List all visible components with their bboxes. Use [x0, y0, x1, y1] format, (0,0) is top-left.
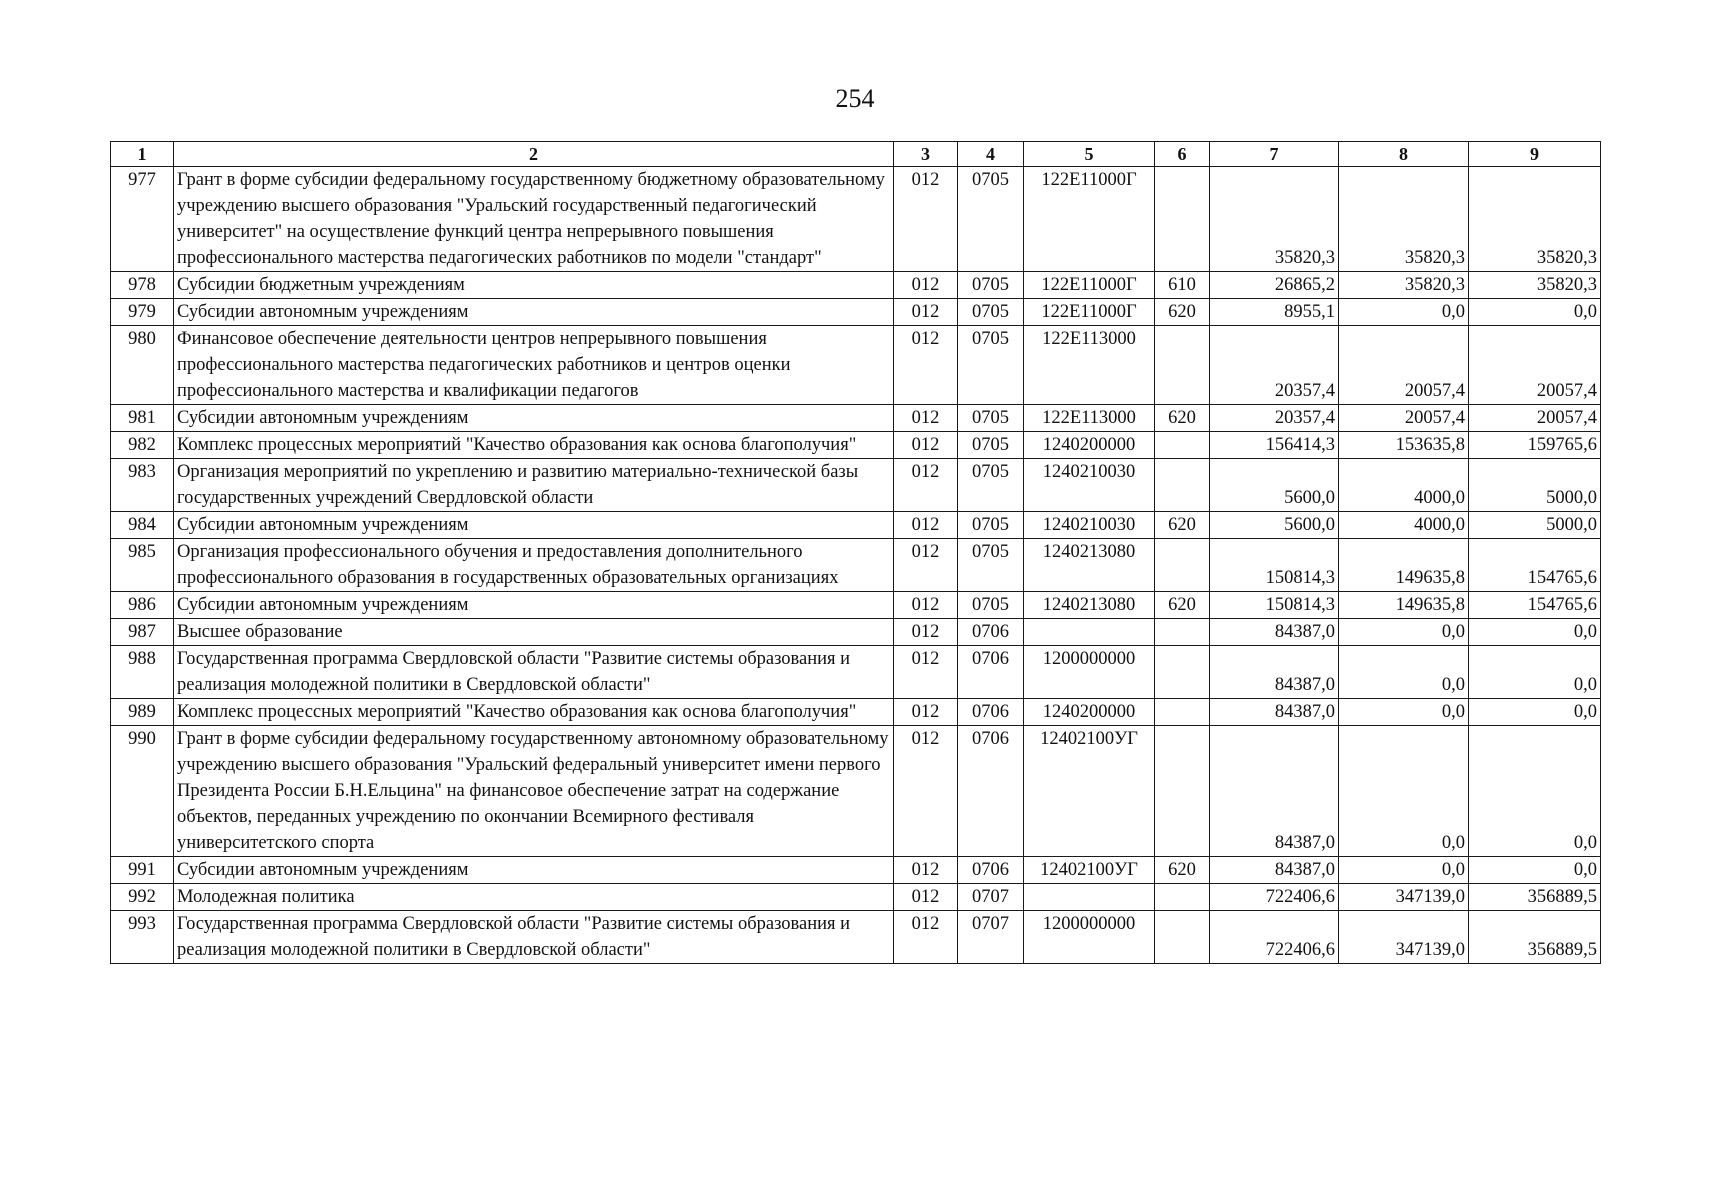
row-name: Организация мероприятий по укреплению и развитию материально-технической базы государственных учреждений Свердловской области — [174, 459, 894, 512]
target-article-code: 122Е11000Г — [1024, 272, 1155, 299]
section-code: 0705 — [958, 167, 1024, 272]
target-article-code — [1024, 884, 1155, 911]
row-number: 988 — [111, 646, 174, 699]
row-number: 979 — [111, 299, 174, 326]
ministry-code: 012 — [894, 884, 958, 911]
section-code: 0705 — [958, 299, 1024, 326]
ministry-code: 012 — [894, 726, 958, 857]
amount-col-8: 0,0 — [1339, 646, 1469, 699]
amount-col-9: 0,0 — [1469, 619, 1601, 646]
row-number: 991 — [111, 857, 174, 884]
target-article-code: 1200000000 — [1024, 911, 1155, 964]
ministry-code: 012 — [894, 619, 958, 646]
amount-col-9: 154765,6 — [1469, 539, 1601, 592]
expense-type-code — [1155, 646, 1210, 699]
row-number: 981 — [111, 405, 174, 432]
row-number: 982 — [111, 432, 174, 459]
row-number: 993 — [111, 911, 174, 964]
amount-col-7: 84387,0 — [1210, 857, 1339, 884]
amount-col-7: 5600,0 — [1210, 512, 1339, 539]
target-article-code — [1024, 619, 1155, 646]
expense-type-code — [1155, 539, 1210, 592]
row-name: Комплекс процессных мероприятий "Качество образования как основа благополучия" — [174, 432, 894, 459]
target-article-code: 1240210030 — [1024, 512, 1155, 539]
amount-col-9: 20057,4 — [1469, 326, 1601, 405]
amount-col-9: 35820,3 — [1469, 272, 1601, 299]
section-code: 0706 — [958, 857, 1024, 884]
ministry-code: 012 — [894, 539, 958, 592]
ministry-code: 012 — [894, 326, 958, 405]
amount-col-7: 150814,3 — [1210, 539, 1339, 592]
row-name: Грант в форме субсидии федеральному государственному бюджетному образовательному учреждению высшего образования "Уральский государственный педагогический университет" на осуществление функций центра непрерывного повышения профессионального мастерства педагогических работников по модели "стандарт" — [174, 167, 894, 272]
table-row — [111, 646, 1601, 699]
section-code: 0705 — [958, 539, 1024, 592]
expense-type-code — [1155, 432, 1210, 459]
table-row — [111, 272, 1601, 299]
ministry-code: 012 — [894, 699, 958, 726]
table-row — [111, 512, 1601, 539]
column-header: 7 — [1210, 142, 1339, 167]
amount-col-7: 84387,0 — [1210, 726, 1339, 857]
amount-col-8: 35820,3 — [1339, 167, 1469, 272]
expense-type-code — [1155, 619, 1210, 646]
amount-col-8: 20057,4 — [1339, 405, 1469, 432]
row-number: 978 — [111, 272, 174, 299]
target-article-code: 122Е11000Г — [1024, 167, 1155, 272]
amount-col-9: 0,0 — [1469, 857, 1601, 884]
ministry-code: 012 — [894, 299, 958, 326]
amount-col-7: 722406,6 — [1210, 884, 1339, 911]
table-row — [111, 405, 1601, 432]
table-row — [111, 539, 1601, 592]
ministry-code: 012 — [894, 512, 958, 539]
table-body — [111, 167, 1601, 964]
target-article-code: 1240200000 — [1024, 432, 1155, 459]
amount-col-9: 0,0 — [1469, 699, 1601, 726]
expense-type-code: 620 — [1155, 405, 1210, 432]
target-article-code: 122Е113000 — [1024, 405, 1155, 432]
target-article-code: 1240200000 — [1024, 699, 1155, 726]
row-name: Субсидии бюджетным учреждениям — [174, 272, 894, 299]
row-number: 986 — [111, 592, 174, 619]
section-code: 0706 — [958, 619, 1024, 646]
expense-type-code: 620 — [1155, 299, 1210, 326]
column-header: 4 — [958, 142, 1024, 167]
expense-type-code — [1155, 884, 1210, 911]
row-number: 984 — [111, 512, 174, 539]
amount-col-8: 4000,0 — [1339, 459, 1469, 512]
section-code: 0705 — [958, 512, 1024, 539]
column-header: 1 — [111, 142, 174, 167]
row-name: Финансовое обеспечение деятельности центров непрерывного повышения профессионального мастерства педагогических работников и центров оценки профессионального мастерства и квалификации педагогов — [174, 326, 894, 405]
row-number: 992 — [111, 884, 174, 911]
section-code: 0705 — [958, 459, 1024, 512]
ministry-code: 012 — [894, 911, 958, 964]
expense-type-code — [1155, 911, 1210, 964]
amount-col-7: 8955,1 — [1210, 299, 1339, 326]
row-name: Государственная программа Свердловской области "Развитие системы образования и реализация молодежной политики в Свердловской области" — [174, 646, 894, 699]
amount-col-8: 0,0 — [1339, 619, 1469, 646]
expense-type-code — [1155, 726, 1210, 857]
section-code: 0707 — [958, 884, 1024, 911]
amount-col-7: 722406,6 — [1210, 911, 1339, 964]
table-row — [111, 167, 1601, 272]
amount-col-8: 149635,8 — [1339, 592, 1469, 619]
row-name: Субсидии автономным учреждениям — [174, 299, 894, 326]
row-number: 977 — [111, 167, 174, 272]
amount-col-8: 347139,0 — [1339, 911, 1469, 964]
section-code: 0705 — [958, 405, 1024, 432]
target-article-code: 1200000000 — [1024, 646, 1155, 699]
table-row — [111, 299, 1601, 326]
table-row — [111, 326, 1601, 405]
column-header: 2 — [174, 142, 894, 167]
column-header: 9 — [1469, 142, 1601, 167]
amount-col-8: 4000,0 — [1339, 512, 1469, 539]
ministry-code: 012 — [894, 857, 958, 884]
table-row — [111, 726, 1601, 857]
row-name: Организация профессионального обучения и предоставления дополнительного профессионального образования в государственных образовательных организациях — [174, 539, 894, 592]
target-article-code: 122Е113000 — [1024, 326, 1155, 405]
amount-col-8: 0,0 — [1339, 699, 1469, 726]
amount-col-7: 26865,2 — [1210, 272, 1339, 299]
budget-table — [110, 141, 1601, 964]
target-article-code: 1240213080 — [1024, 592, 1155, 619]
section-code: 0705 — [958, 592, 1024, 619]
amount-col-8: 0,0 — [1339, 299, 1469, 326]
ministry-code: 012 — [894, 592, 958, 619]
row-number: 990 — [111, 726, 174, 857]
amount-col-7: 84387,0 — [1210, 699, 1339, 726]
amount-col-8: 0,0 — [1339, 726, 1469, 857]
table-row — [111, 592, 1601, 619]
table-row — [111, 884, 1601, 911]
table-row — [111, 857, 1601, 884]
ministry-code: 012 — [894, 646, 958, 699]
table-row — [111, 459, 1601, 512]
amount-col-9: 159765,6 — [1469, 432, 1601, 459]
row-name: Молодежная политика — [174, 884, 894, 911]
amount-col-9: 35820,3 — [1469, 167, 1601, 272]
amount-col-9: 0,0 — [1469, 726, 1601, 857]
amount-col-8: 347139,0 — [1339, 884, 1469, 911]
expense-type-code — [1155, 326, 1210, 405]
amount-col-7: 84387,0 — [1210, 619, 1339, 646]
target-article-code: 12402100УГ — [1024, 726, 1155, 857]
amount-col-7: 156414,3 — [1210, 432, 1339, 459]
amount-col-9: 0,0 — [1469, 299, 1601, 326]
expense-type-code: 610 — [1155, 272, 1210, 299]
row-name: Субсидии автономным учреждениям — [174, 405, 894, 432]
amount-col-8: 153635,8 — [1339, 432, 1469, 459]
table-row — [111, 432, 1601, 459]
row-name: Высшее образование — [174, 619, 894, 646]
row-name: Государственная программа Свердловской области "Развитие системы образования и реализация молодежной политики в Свердловской области" — [174, 911, 894, 964]
table-row — [111, 619, 1601, 646]
page-number: 254 — [835, 84, 875, 113]
amount-col-7: 5600,0 — [1210, 459, 1339, 512]
row-number: 983 — [111, 459, 174, 512]
row-number: 980 — [111, 326, 174, 405]
target-article-code: 122Е11000Г — [1024, 299, 1155, 326]
column-header: 3 — [894, 142, 958, 167]
target-article-code: 1240210030 — [1024, 459, 1155, 512]
ministry-code: 012 — [894, 272, 958, 299]
section-code: 0706 — [958, 726, 1024, 857]
amount-col-7: 84387,0 — [1210, 646, 1339, 699]
amount-col-8: 149635,8 — [1339, 539, 1469, 592]
ministry-code: 012 — [894, 432, 958, 459]
table-row — [111, 699, 1601, 726]
table-row — [111, 911, 1601, 964]
section-code: 0705 — [958, 432, 1024, 459]
amount-col-7: 20357,4 — [1210, 326, 1339, 405]
row-number: 985 — [111, 539, 174, 592]
amount-col-9: 5000,0 — [1469, 459, 1601, 512]
expense-type-code — [1155, 699, 1210, 726]
section-code: 0707 — [958, 911, 1024, 964]
ministry-code: 012 — [894, 167, 958, 272]
target-article-code: 1240213080 — [1024, 539, 1155, 592]
section-code: 0705 — [958, 272, 1024, 299]
expense-type-code: 620 — [1155, 857, 1210, 884]
row-name: Комплекс процессных мероприятий "Качество образования как основа благополучия" — [174, 699, 894, 726]
expense-type-code — [1155, 167, 1210, 272]
expense-type-code — [1155, 459, 1210, 512]
expense-type-code: 620 — [1155, 512, 1210, 539]
amount-col-7: 150814,3 — [1210, 592, 1339, 619]
amount-col-7: 35820,3 — [1210, 167, 1339, 272]
amount-col-9: 356889,5 — [1469, 911, 1601, 964]
amount-col-8: 20057,4 — [1339, 326, 1469, 405]
column-header: 8 — [1339, 142, 1469, 167]
amount-col-9: 356889,5 — [1469, 884, 1601, 911]
ministry-code: 012 — [894, 405, 958, 432]
amount-col-9: 154765,6 — [1469, 592, 1601, 619]
column-header: 5 — [1024, 142, 1155, 167]
amount-col-8: 0,0 — [1339, 857, 1469, 884]
row-number: 989 — [111, 699, 174, 726]
row-name: Субсидии автономным учреждениям — [174, 512, 894, 539]
amount-col-8: 35820,3 — [1339, 272, 1469, 299]
amount-col-7: 20357,4 — [1210, 405, 1339, 432]
row-name: Субсидии автономным учреждениям — [174, 857, 894, 884]
amount-col-9: 0,0 — [1469, 646, 1601, 699]
section-code: 0706 — [958, 646, 1024, 699]
row-number: 987 — [111, 619, 174, 646]
column-header: 6 — [1155, 142, 1210, 167]
amount-col-9: 20057,4 — [1469, 405, 1601, 432]
expense-type-code: 620 — [1155, 592, 1210, 619]
section-code: 0705 — [958, 326, 1024, 405]
row-name: Грант в форме субсидии федеральному государственному автономному образовательному учреждению высшего образования "Уральский федеральный университет имени первого Президента России Б.Н.Ельцина" на финансовое обеспечение затрат на содержание объектов, переданных учреждению по окончании Всемирного фестиваля университетского спорта — [174, 726, 894, 857]
target-article-code: 12402100УГ — [1024, 857, 1155, 884]
header-row — [111, 142, 1601, 167]
section-code: 0706 — [958, 699, 1024, 726]
ministry-code: 012 — [894, 459, 958, 512]
row-name: Субсидии автономным учреждениям — [174, 592, 894, 619]
amount-col-9: 5000,0 — [1469, 512, 1601, 539]
